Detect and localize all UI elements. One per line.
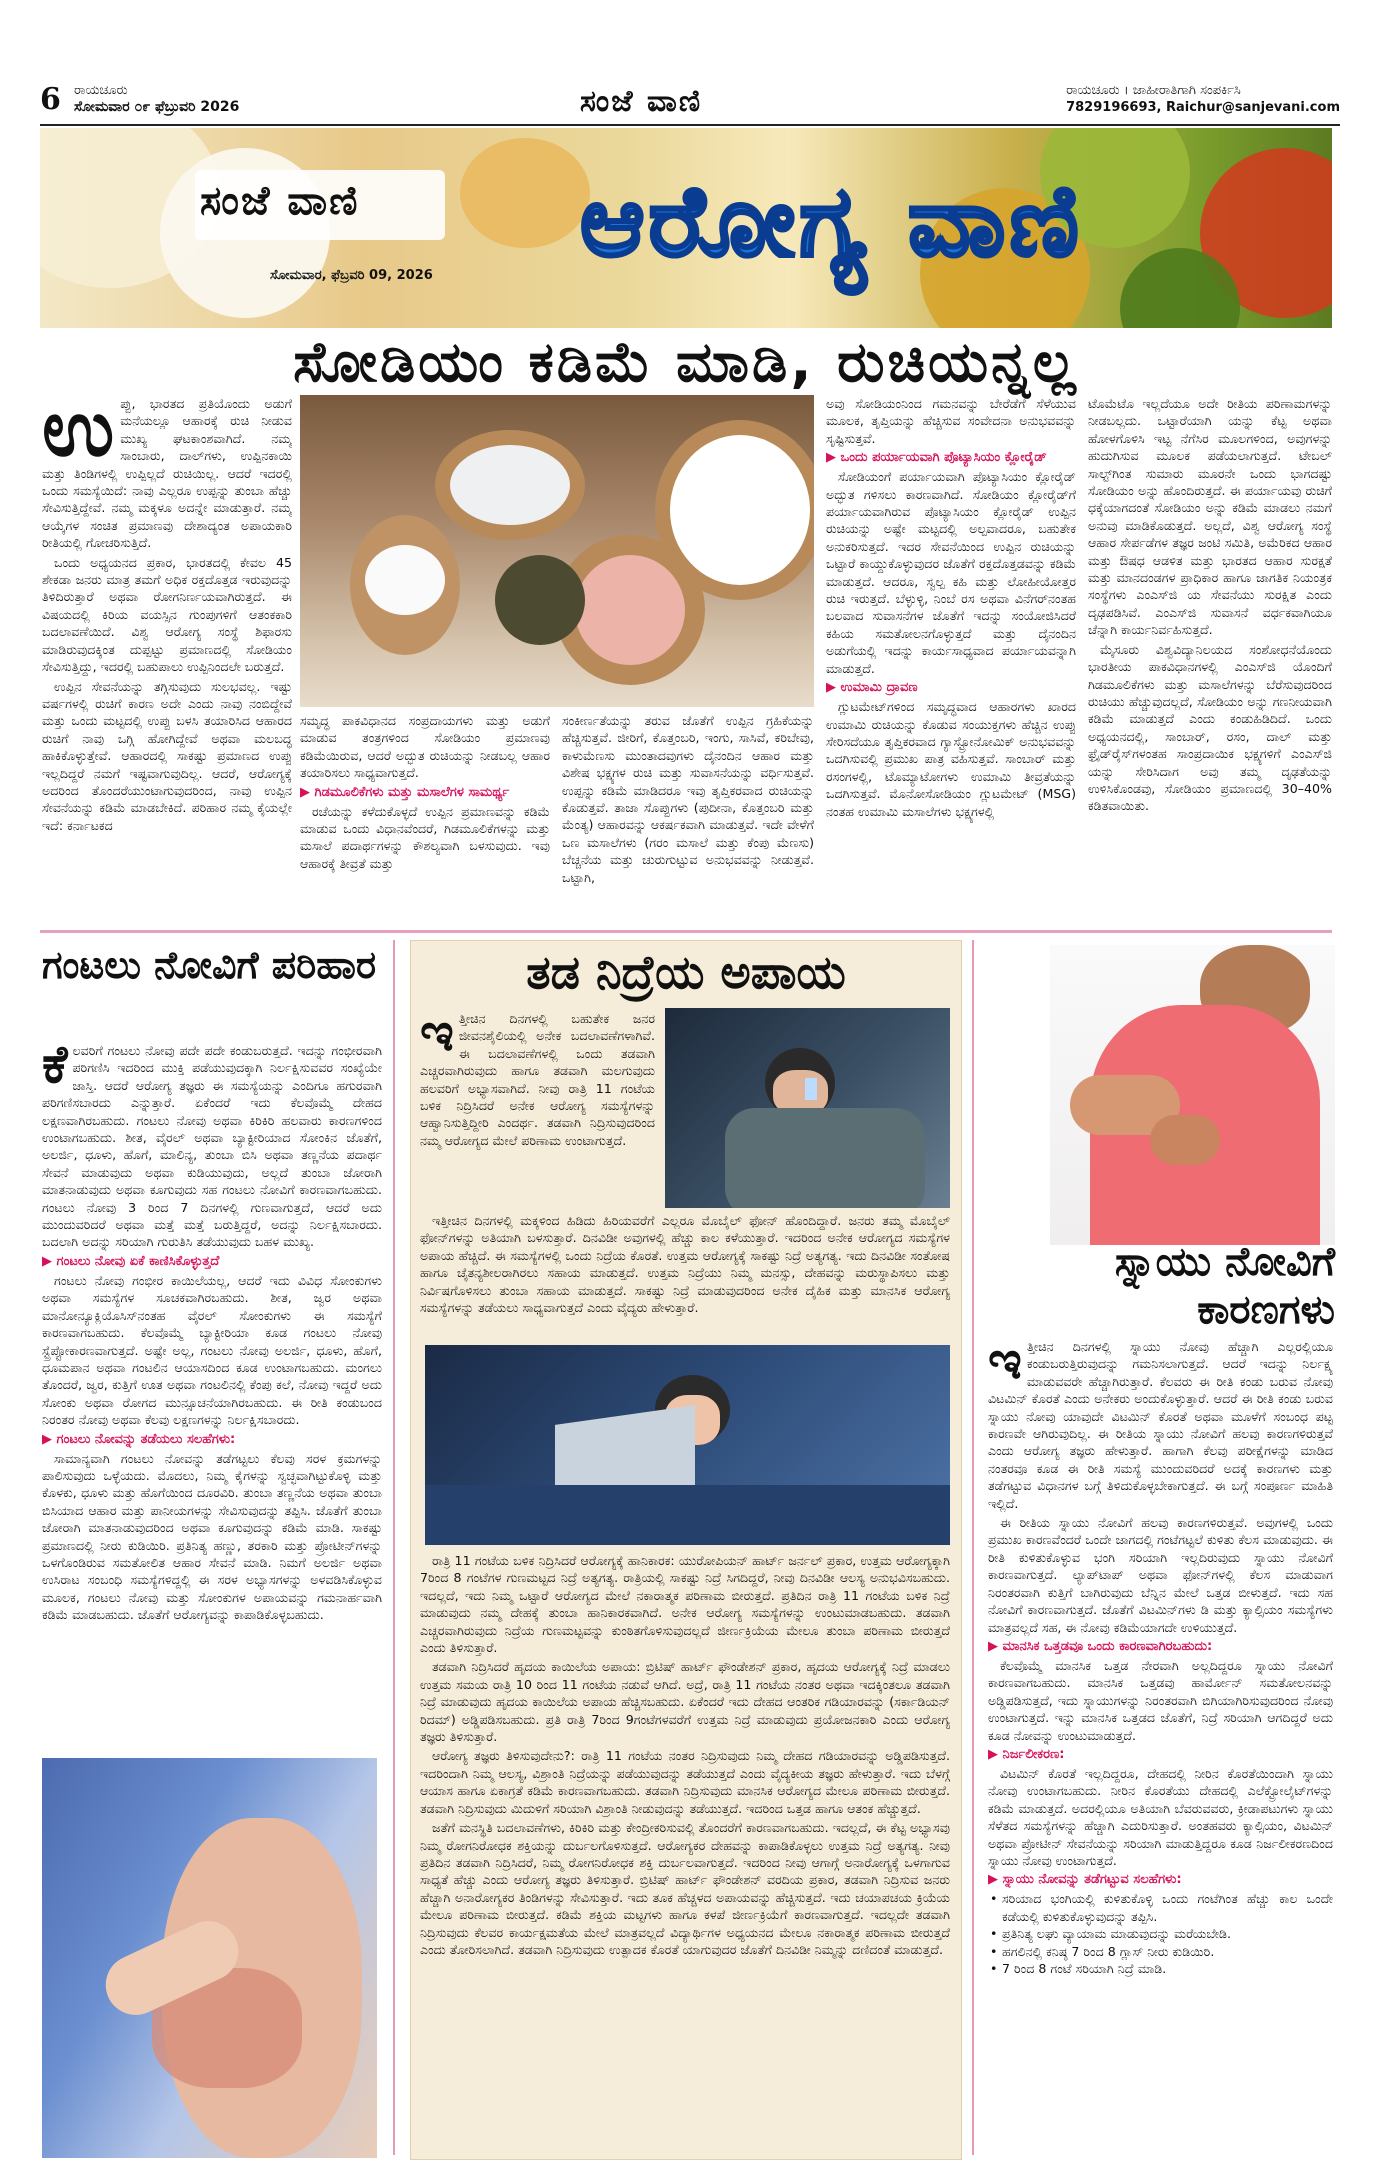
subhead-text: ಗಂಟಲು ನೋವು ಏಕೆ ಕಾಣಿಸಿಕೊಳ್ಳುತ್ತದೆ	[56, 1253, 220, 1269]
article2-para: ಗಂಟಲು ನೋವು ಗಂಭೀರ ಕಾಯಿಲೆಯಲ್ಲ, ಆದರೆ ಇದು ವಿವಿಧ ಸೋಂಕುಗಳು ಅಥವಾ ಸಮಸ್ಯೆಗಳ ಸೂಚಕವಾಗಿರಬಹುದು. ಶೀತ, ಜ್ವರ ಅಥವಾ ಮಾನೋನ್ಯೂಕ್ಲಿಯೊಸಿಸ್‌ನಂತಹ ವೈರಲ್ ಸೋಂಕುಗಳು ಈ ಸಮಸ್ಯೆಗೆ ಕಾರಣವಾಗಬಹುದು. ಕೆಲವೊಮ್ಮೆ ಬ್ಯಾಕ್ಟೀರಿಯಾ ಕೂಡ ಗಂಟಲು ನೋವು ಸ್ಟ್ರೆಪ್ಟೋಕಾರಣವಾಗುತ್ತದೆ. ಅಷ್ಟೇ ಅಲ್ಲ, ಗಂಟಲು ನೋವು ಅಲರ್ಜಿ, ಧೂಳು, ಹೊಗೆ, ಧೂಮಪಾನ ಅಥವಾ ಗಂಟಲಿನ ಆಯಾಸದಿಂದ ಕೂಡ ಉಂಟಾಗಬಹುದು. ಮಂಗಲು ತೊಂದರೆ, ಜ್ವರ, ಕುತ್ತಿಗೆ ಊತ ಅಥವಾ ಗಂಟಲಿನಲ್ಲಿ ಕೆಂಪು ಕಲೆ, ನೋವು ಇದ್ದರೆ ಅದು ಸೋಂಕು ಅಥವಾ ರೋಗದ ಮುನ್ಸೂಚನೆಯಾಗಿರಬಹುದು. ಈ ರೀತಿ ಕಂಡುಬಂದ ನಿರಂತರ ನೋವು ಅಥವಾ ಕೆಲವು ಲಕ್ಷಣಗಳನ್ನು ನಿರ್ಲಕ್ಷಿಸಬಾರದು.	[42, 1272, 382, 1428]
article2-body	[42, 1042, 382, 1752]
subhead-text: ಗಂಟಲು ನೋವನ್ನು ತಡೆಯಲು ಸಲಹೆಗಳು:	[56, 1431, 236, 1447]
page-header	[40, 80, 1340, 126]
article2-para: ಲವರಿಗೆ ಗಂಟಲು ನೋವು ಪದೇ ಪದೇ ಕಂಡುಬರುತ್ತದೆ. ಇದನ್ನು ಗಂಭೀರವಾಗಿ ಪರಿಗಣಿಸಿ ಇದರಿಂದ ಮುಕ್ತಿ ಪಡೆಯುವುದಕ್ಕಾಗಿ ನಿರ್ಲಕ್ಷಿಸುವವರ ಸಂಖ್ಯೆಯೇ ಜಾಸ್ತಿ. ಆದರೆ ಆರೋಗ್ಯ ತಜ್ಞರು ಈ ಸಮಸ್ಯೆಯನ್ನು ಎಂದಿಗೂ ಹಗುರವಾಗಿ ಪರಿಗಣಿಸಬಾರದು ಎನ್ನುತ್ತಾರೆ. ಏಕೆಂದರೆ ಇದು ಕೆಲವೊಮ್ಮೆ ದೇಹದ ಲಕ್ಷಣವಾಗಿರಬಹುದು. ಗಂಟಲು ನೋವು ಅಥವಾ ಕಿರಿಕಿರಿ ಹಲವಾರು ಕಾರಣಗಳಿಂದ ಉಂಟಾಗಬಹುದು. ಶೀತ, ವೈರಲ್ ಅಥವಾ ಬ್ಯಾಕ್ಟೀರಿಯಾದ ಸೋಂಕಿನ ಜೊತೆಗೆ, ಅಲರ್ಜಿ, ಧೂಳು, ಹೊಗೆ, ಮಾಲಿನ್ಯ, ತುಂಬಾ ಬಿಸಿ ಅಥವಾ ತಣ್ಣನೆಯ ಪದಾರ್ಥ ಸೇವನೆ ಮಾಡುವುದು ಅಥವಾ ಕುಡಿಯುವುದು, ಅಲ್ಲದೆ ತುಂಬಾ ಜೋರಾಗಿ ಮಾತನಾಡುವುದು ಅಥವಾ ಕೂಗುವುದು ಸಹ ಗಂಟಲು ನೋವಿಗೆ ಕಾರಣವಾಗಬಹುದು. ಗಂಟಲು ನೋವು 3 ರಿಂದ 7 ದಿನಗಳಲ್ಲಿ ಗುಣವಾಗುತ್ತದೆ, ಆದರೆ ಅದು ಮುಂದುವರಿದರೆ ಅಥವಾ ಮತ್ತೆ ಮತ್ತೆ ಬರುತ್ತಿದ್ದರೆ, ಅದನ್ನು ನಿರ್ಲಕ್ಷಿಸಬಾರದು. ಬದಲಾಗಿ ಅದನ್ನು ಸರಿಯಾಗಿ ಗುರುತಿಸಿ ತಡೆಯುವುದು ಬಹಳ ಮುಖ್ಯ.	[42, 1043, 382, 1250]
article3-para: ರಾತ್ರಿ 11 ಗಂಟೆಯ ಬಳಿಕ ನಿದ್ರಿಸಿದರೆ ಆರೋಗ್ಯಕ್ಕೆ ಹಾನಿಕಾರಕ: ಯುರೋಪಿಯನ್ ಹಾರ್ಟ್ ಜರ್ನಲ್ ಪ್ರಕಾರ, ಉತ್ತಮ ಆರೋಗ್ಯಕ್ಕಾಗಿ 7ರಿಂದ 8 ಗಂಟೆಗಳ ಗುಣಮಟ್ಟದ ನಿದ್ರೆ ಅತ್ಯಗತ್ಯ. ರಾತ್ರಿಯಲ್ಲಿ ಸಾಕಷ್ಟು ನಿದ್ರೆ ಸಿಗದಿದ್ದರೆ, ನೀವು ದಿನವಿಡೀ ಆಲಸ್ಯ ಅನುಭವಿಸಬಹುದು. ಇದಲ್ಲದೆ, ಇದು ನಿಮ್ಮ ಒಟ್ಟಾರೆ ಆರೋಗ್ಯದ ಮೇಲೆ ನಕಾರಾತ್ಮಕ ಪರಿಣಾಮ ಬೀರುತ್ತದೆ. ಪ್ರತಿದಿನ ರಾತ್ರಿ 11 ಗಂಟೆಯ ಬಳಿಕ ನಿದ್ರೆ ಮಾಡುವುದು ನಮ್ಮ ದೇಹಕ್ಕೆ ತುಂಬಾ ಹಾನಿಕಾರಕವಾಗಿದೆ. ಅನೇಕ ಆರೋಗ್ಯ ಸಮಸ್ಯೆಗಳನ್ನು ಉಂಟುಮಾಡಬಹುದು. ತಡವಾಗಿ ಎಚ್ಚರವಾಗಿರುವುದು ನಿದ್ರೆಯ ಗುಣಮಟ್ಟವನ್ನು ಕುಂಠಿತಗೊಳಿಸುವುದಲ್ಲದೆ ಜೀರ್ಣಕ್ರಿಯೆಯ ಮೇಲೂ ತುಂಬಾ ಪರಿಣಾಮ ಬೀರುತ್ತದೆ ಎಂದು ತಿಳಿಸುತ್ತಾರೆ.	[420, 1553, 950, 1656]
article4-subhead-dehydration: ▶ ನಿರ್ಜಲೀಕರಣ:	[988, 1746, 1065, 1762]
article1-para: ಗ್ಲುಟಮೇಟ್‌ಗಳಿಂದ ಸಮೃದ್ಧವಾದ ಆಹಾರಗಳು ಖಾರದ ಉಮಾಮಿ ರುಚಿಯನ್ನು ಕೊಡುವ ಸಂಯುಕ್ತಗಳು ಹೆಚ್ಚಿನ ಉಪ್ಪು ಸೇರಿಸದೆಯೂ ತೃಪ್ತಿಕರವಾದ ಗ್ಯಾಸ್ಟ್ರೋನೋಮಿಕ್ ಅನುಭವವನ್ನು ಒದಗಿಸುವಲ್ಲಿ ಪ್ರಮುಖ ಪಾತ್ರ ವಹಿಸುತ್ತವೆ. ಸಾಂಬಾರ್ ಮತ್ತು ರಸಂಗಳಲ್ಲಿ, ಟೊಮ್ಯಾಟೋಗಳು ಉಮಾಮಿ ತೀವ್ರತೆಯನ್ನು ಒದಗಿಸುತ್ತವೆ. ಮೊನೋಸೋಡಿಯಂ ಗ್ಲುಟಮೇಟ್ (MSG) ನಂತಹ ಉಮಾಮಿ ಮಸಾಲೆಗಳು ಭಕ್ಷ್ಯಗಳಲ್ಲಿ	[826, 699, 1076, 819]
article1-dropcap: ಉ	[42, 395, 115, 474]
article3-body	[420, 1552, 950, 2152]
article4-subhead-stress: ▶ ಮಾನಸಿಕ ಒತ್ತಡವೂ ಒಂದು ಕಾರಣವಾಗಿರಬಹುದು:	[988, 1638, 1213, 1654]
article1-para: ಒಂದು ಅಧ್ಯಯನದ ಪ್ರಕಾರ, ಭಾರತದಲ್ಲಿ ಕೇವಲ 45 ಶೇಕಡಾ ಜನರು ಮಾತ್ರ ತಮಗೆ ಅಧಿಕ ರಕ್ತದೊತ್ತಡ ಇರುವುದನ್ನು ತಿಳಿದಿರುತ್ತಾರೆ ಅಥವಾ ರೋಗನಿರ್ಣಯವಾಗಿರುತ್ತದೆ. ಈ ವಿಷಯದಲ್ಲಿ ಕಿರಿಯ ವಯಸ್ಸಿನ ಗುಂಪುಗಳಿಗೆ ಆತಂಕಕಾರಿ ಬದಲಾವಣೆಯಿದೆ. ವಿಶ್ವ ಆರೋಗ್ಯ ಸಂಸ್ಥೆ ಶಿಫಾರಸು ಮಾಡಿರುವುದಕ್ಕಿಂತ ದುಪ್ಪಟ್ಟು ಪ್ರಮಾಣದಲ್ಲಿ ಸೋಡಿಯಂ ಸೇವಿಸುತ್ತಿದ್ದು, ಇದರಲ್ಲಿ ಬಹುಪಾಲು ಉಪ್ಪಿನಿಂದಲೇ ಬರುತ್ತದೆ.	[42, 554, 292, 675]
article3-para: ಇತ್ತೀಚಿನ ದಿನಗಳಲ್ಲಿ ಮಕ್ಕಳಿಂದ ಹಿಡಿದು ಹಿರಿಯವರೆಗೆ ಎಲ್ಲರೂ ಮೊಬೈಲ್ ಫೋನ್ ಹೊಂದಿದ್ದಾರೆ. ಜನರು ತಮ್ಮ ಮೊಬೈಲ್ ಫೋನ್‌ಗಳನ್ನು ಅತಿಯಾಗಿ ಬಳಸುತ್ತಾರೆ. ದಿನವಿಡೀ ಅವುಗಳಲ್ಲಿ ಹೆಚ್ಚು ಕಾಲ ಕಳೆಯುತ್ತಾರೆ. ಇದರಿಂದ ಅನೇಕ ಆರೋಗ್ಯದ ಸಮಸ್ಯೆಗಳ ಅಪಾಯ ಹೆಚ್ಚಿದೆ. ಈ ಸಮಸ್ಯೆಗಳಲ್ಲಿ ಒಂದು ನಿದ್ರೆಯ ಕೊರತೆ. ಉತ್ತಮ ಆರೋಗ್ಯಕ್ಕೆ ಸಾಕಷ್ಟು ನಿದ್ರೆ ಅತ್ಯಗತ್ಯ. ಇದು ದಿನವಿಡೀ ಸಂತೋಷ ಹಾಗೂ ಚೈತನ್ಯಶೀಲರಾಗಿರಲು ಸಹಾಯ ಮಾಡುತ್ತದೆ. ಉತ್ತಮ ನಿದ್ರೆಯು ನಿಮ್ಮ ಮನಸ್ಸು, ದೇಹವನ್ನು ಮರುಸ್ಥಾಪಿಸಲು ಮತ್ತು ನಿರ್ವಿಷಗೊಳಿಸಲು ತುಂಬಾ ಸಹಾಯ ಮಾಡುತ್ತದೆ. ಸಾಕಷ್ಟು ನಿದ್ರೆ ಮಾಡುವುದರಿಂದ ಅನೇಕ ದೈಹಿಕ ಮತ್ತು ಮಾನಸಿಕ ಆರೋಗ್ಯ ಸಮಸ್ಯೆಗಳನ್ನು ತಡೆಯಲು ಸಾಧ್ಯವಾಗುತ್ತದೆ ಎಂದು ವೈದ್ಯರು ಹೇಳುತ್ತಾರೆ.	[420, 1213, 950, 1316]
list-item: • ಸರಿಯಾದ ಭಂಗಿಯಲ್ಲಿ ಕುಳಿತುಕೊಳ್ಳಿ ಒಂದು ಗಂಟೆಗಿಂತ ಹೆಚ್ಚು ಕಾಲ ಒಂದೇ ಕಡೆಯಲ್ಲಿ ಕುಳಿತುಕೊಳ್ಳುವುದನ್ನು ತಪ್ಪಿಸಿ.	[988, 1890, 1333, 1925]
article4-subhead-prevent: ▶ ಸ್ನಾಯು ನೋವನ್ನು ತಡೆಗಟ್ಟುವ ಸಲಹೆಗಳು:	[988, 1872, 1182, 1888]
article1-para: ಸೋಡಿಯಂಗೆ ಪರ್ಯಾಯವಾಗಿ ಪೊಟ್ಯಾಸಿಯಂ ಕ್ಲೋರೈಡ್ ಅದ್ಭುತ ಗಳಿಸಲು ಕಾರಣವಾಗಿದೆ. ಸೋಡಿಯಂ ಕ್ಲೋರೈಡ್‌ಗೆ ಪರ್ಯಾಯವಾಗಿರುವ ಪೊಟ್ಯಾಸಿಯಂ ಕ್ಲೋರೈಡ್ ಉಪ್ಪಿನ ರುಚಿಯನ್ನು ಅಷ್ಟೇ ಮಟ್ಟದಲ್ಲಿ ಅಲ್ಪವಾದರೂ, ಬಹುತೇಕ ಅನುಕರಿಸುತ್ತದೆ. ಇದರ ಸೇವನೆಯಿಂದ ಉಪ್ಪಿನ ರುಚಿಯನ್ನು ಒಟ್ಟಾರೆ ಕಾಯ್ದುಕೊಳ್ಳುವುದರ ಜೊತೆಗೆ ರಕ್ತದೊತ್ತಡವನ್ನು ಕಡಿಮೆ ಮಾಡುತ್ತದೆ. ಆದರೂ, ಸ್ವಲ್ಪ ಕಹಿ ಮತ್ತು ಲೋಹೀಯೋತ್ತರ ರುಚಿ ಇರುತ್ತದೆ. ಬೆಳ್ಳುಳ್ಳಿ, ನಿಂಬೆ ರಸ ಅಥವಾ ವಿನೆಗರ್‌ನಂತಹ ಬಲವಾದ ಸುವಾಸನೆಗಳ ಜೊತೆಗೆ ಇದನ್ನು ಸಂಯೋಜಿಸಿದರೆ ಕಹಿಯ ಸಮತೋಲನಗೊಳ್ಳುತ್ತದೆ ಮತ್ತು ದೈನಂದಿನ ಅಡುಗೆಯಲ್ಲಿ ಇದನ್ನು ಕಾರ್ಯಸಾಧ್ಯವಾದ ಪರ್ಯಾಯವನ್ನಾಗಿ ಮಾಡುತ್ತದೆ.	[826, 469, 1076, 676]
article4-para: ತ್ತೀಚಿನ ದಿನಗಳಲ್ಲಿ ಸ್ನಾಯು ನೋವು ಹೆಚ್ಚಾಗಿ ಎಲ್ಲರಲ್ಲಿಯೂ ಕಂಡುಬರುತ್ತಿರುವುದನ್ನು ಗಮನಿಸಲಾಗುತ್ತದೆ. ಆದರೆ ಇದನ್ನು ನಿರ್ಲಕ್ಷ್ಯ ಮಾಡುವವರೇ ಹೆಚ್ಚಾಗಿರುತ್ತಾರೆ. ಕೆಲವರು ಈ ರೀತಿ ಕಂಡು ಬರುವ ನೋವು ವಿಟಮಿನ್ ಕೊರತೆ ಎಂದು ಅನೇಕರು ಅಂದುಕೊಳ್ಳುತ್ತಾರೆ. ಆದರೆ ಈ ರೀತಿ ಕಂಡು ಬರುವ ಸ್ನಾಯು ನೋವು ಯಾವುದೇ ವಿಟಮಿನ್ ಕೊರತೆ ಅಥವಾ ಮೂಳೆಗೆ ಸಂಬಂಧ ಪಟ್ಟ ಕಾರಣವೇ ಆಗಿರುವುದಿಲ್ಲ. ಈ ರೀತಿಯ ಸ್ನಾಯು ನೋವಿಗೆ ಹಲವು ಕಾರಣಗಳಿರುತ್ತವೆ ಎಂದು ಆರೋಗ್ಯ ತಜ್ಞರು ಹೇಳುತ್ತಾರೆ. ಹಾಗಾಗಿ ಕೆಲವು ಪರೀಕ್ಷೆಗಳನ್ನು ಮಾಡಿದ ನಂತರವೂ ಕೂಡ ಈ ರೀತಿ ಸಮಸ್ಯೆ ಮುಂದುವರಿದರೆ ಅದಕ್ಕೆ ಕಾರಣಗಳು ಮತ್ತು ತಡೆಗಟ್ಟುವ ವಿಧಾನಗಳ ಬಗ್ಗೆ ತಿಳಿದುಕೊಳ್ಳಬೇಕಾಗುತ್ತದೆ. ಈ ಬಗ್ಗೆ ಸಂಪೂರ್ಣ ಮಾಹಿತಿ ಇಲ್ಲಿದೆ.	[988, 1339, 1333, 1511]
article1-col1	[42, 395, 292, 925]
article4-para: ವಿಟಮಿನ್ ಕೊರತೆ ಇಲ್ಲದಿದ್ದರೂ, ದೇಹದಲ್ಲಿ ನೀರಿನ ಕೊರತೆಯಿಂದಾಗಿ ಸ್ನಾಯು ನೋವು ಉಂಟಾಗಬಹುದು. ನೀರಿನ ಕೊರತೆಯು ದೇಹದಲ್ಲಿ ಎಲೆಕ್ಟ್ರೋಲೈಟ್‌ಗಳನ್ನು ಕಡಿಮೆ ಮಾಡುತ್ತದೆ. ಅದರಲ್ಲಿಯೂ ಅತಿಯಾಗಿ ಬೆವರುವವರು, ಕ್ರೀಡಾಪಟುಗಳು ಸ್ನಾಯು ಸೆಳೆತದ ಸಮಸ್ಯೆಗಳನ್ನು ಹೆಚ್ಚಾಗಿ ಎದುರಿಸುತ್ತಾರೆ. ಅಂತಹವರು ಕ್ಯಾಲ್ಸಿಯಂ, ವಿಟಮಿನ್ ಅಥವಾ ಪ್ರೋಟೀನ್ ಸೇವನೆಯನ್ನು ಸರಿಯಾಗಿ ಮಾಡುತ್ತಿದ್ದರೂ ಕೂಡ ನಿರ್ಜಲೀಕರಣದಿಂದ ಸ್ನಾಯು ನೋವು ಉಂಟಾಗುತ್ತದೆ.	[988, 1765, 1333, 1868]
column-divider	[393, 940, 395, 2155]
article2-headline: ಗಂಟಲು ನೋವಿಗೆ ಪರಿಹಾರ	[42, 943, 377, 987]
article1-para: ಸಂಕೀರ್ಣತೆಯನ್ನು ತರುವ ಜೊತೆಗೆ ಉಪ್ಪಿನ ಗ್ರಹಿಕೆಯನ್ನು ಹೆಚ್ಚಿಸುತ್ತವೆ. ಜೀರಿಗೆ, ಕೊತ್ತಂಬರಿ, ಇಂಗು, ಸಾಸಿವೆ, ಕರಿಬೇವು, ಕಾಳುಮೆಣಸು ಮುಂತಾದವುಗಳು ದೈನಂದಿನ ಆಹಾರ ಮತ್ತು ವಿಶೇಷ ಭಕ್ಷ್ಯಗಳ ರುಚಿ ಮತ್ತು ಸುವಾಸನೆಯನ್ನು ವರ್ಧಿಸುತ್ತವೆ. ಉಪ್ಪನ್ನು ಕಡಿಮೆ ಮಾಡಿದರೂ ಇವು ತೃಪ್ತಿಕರವಾದ ರುಚಿಯನ್ನು ಕೊಡುತ್ತವೆ. ತಾಜಾ ಸೊಪ್ಪುಗಳು (ಪುದೀನಾ, ಕೊತ್ತಂಬರಿ ಮತ್ತು ಮೆಂತ್ಯ) ಆಹಾರವನ್ನು ಆಕರ್ಷಕವಾಗಿ ಮಾಡುತ್ತವೆ. ಇದೇ ವೇಳೆಗೆ ಒಣ ಮಸಾಲೆಗಳು (ಗರಂ ಮಸಾಲೆ ಮತ್ತು ಕೆಂಪು ಮೆಣಸು) ಬೆಚ್ಚನೆಯ ಮತ್ತು ಚುರುಗುಟ್ಟುವ ಅನುಭವವನ್ನು ನೀಡುತ್ತವೆ. ಒಟ್ಟಾಗಿ,	[562, 713, 814, 885]
banner-date: ಸೋಮವಾರ, ಫೆಬ್ರವರಿ 09, 2026	[270, 268, 433, 283]
article1-para: ಉಪ್ಪಿನ ಸೇವನೆಯನ್ನು ತಗ್ಗಿಸುವುದು ಸುಲಭವಲ್ಲ. ಇಷ್ಟು ವರ್ಷಗಳಲ್ಲಿ ರುಚಿಗೆ ಕಾರಣ ಅದೇ ಎಂದು ನಾವು ನಂಬಿದ್ದೇವೆ ಮತ್ತು ಒಂದು ಮಟ್ಟದಲ್ಲಿ ಉಪ್ಪು ಬಳಸಿ ತಯಾರಿಸಿದ ಆಹಾರದ ರುಚಿಗೆ ನಾವು ಒಗ್ಗಿ ಹೋಗಿದ್ದೇವೆ ಅಥವಾ ಮಲಬದ್ಧ ಹಾಕಿಕೊಳ್ಳುತ್ತೇವೆ. ಆಹಾರದಲ್ಲಿ ಸಾಕಷ್ಟು ಪ್ರಮಾಣದ ಉಪ್ಪು ಇಲ್ಲದಿದ್ದರೆ ನಮಗೆ ಇಷ್ಟವಾಗುವುದಿಲ್ಲ. ಆದರೆ, ಆರೋಗ್ಯಕ್ಕೆ ಅದರಿಂದ ತೊಂದರೆಯುಂಟಾಗುವುದರಿಂದ, ನಾವು ಉಪ್ಪಿನ ಸೇವನೆಯನ್ನು ಕಡಿಮೆ ಮಾಡಬೇಕಿದೆ. ಪರಿಹಾರ ನಮ್ಮ ಕೈಯಲ್ಲೇ ಇದೆ: ಕರ್ನಾಟಕದ	[42, 678, 292, 833]
subhead-text: ಮಾನಸಿಕ ಒತ್ತಡವೂ ಒಂದು ಕಾರಣವಾಗಿರಬಹುದು:	[1002, 1638, 1213, 1654]
article4-dropcap: ಇ	[988, 1338, 1022, 1391]
subhead-text: ಗಿಡಮೂಲಿಕೆಗಳು ಮತ್ತು ಮಸಾಲೆಗಳ ಸಾಮರ್ಥ್ಯ	[314, 784, 510, 800]
article1-col4	[826, 395, 1076, 927]
article4-body	[988, 1338, 1333, 2158]
header-contact-line2: 7829196693, Raichur@sanjevani.com	[1066, 100, 1340, 115]
article3-body-top	[420, 1212, 950, 1340]
sore-throat-image	[42, 1758, 377, 2158]
article4-headline-line2: ಕಾರಣಗಳು	[1197, 1287, 1335, 1333]
article1-subhead-umami: ▶ ಉಮಾಮಿ ದ್ರಾವಣ	[826, 680, 918, 696]
article2-subhead-tips: ▶ ಗಂಟಲು ನೋವನ್ನು ತಡೆಯಲು ಸಲಹೆಗಳು:	[42, 1431, 236, 1447]
banner-logo: ಸಂಜೆ ವಾಣಿ	[200, 178, 360, 224]
article4-para: ಕೆಲವೊಮ್ಮೆ ಮಾನಸಿಕ ಒತ್ತಡ ನೇರವಾಗಿ ಅಲ್ಲದಿದ್ದರೂ ಸ್ನಾಯು ನೋವಿಗೆ ಕಾರಣವಾಗಬಹುದು. ಮಾನಸಿಕ ಒತ್ತಡವು ಹಾರ್ಮೋನ್ ಸಮತೋಲನವನ್ನು ಅಡ್ಡಿಪಡಿಸುತ್ತದೆ, ಇದು ಸ್ನಾಯುಗಳನ್ನು ನಿರಂತರವಾಗಿ ಬಿಗಿಯಾಗಿರಿಸುವುದರಿಂದ ನೋವು ಉಂಟಾಗುತ್ತದೆ. ಇನ್ನು ಮಾನಸಿಕ ಒತ್ತಡದ ಜೊತೆಗೆ, ನಿದ್ರೆ ಸರಿಯಾಗಿ ಆಗದಿದ್ದರೆ ಅದು ಕೂಡ ನೋವನ್ನು ಉಂಟುಮಾಡುತ್ತದೆ.	[988, 1657, 1333, 1743]
article1-subhead-potassium: ▶ ಒಂದು ಪರ್ಯಾಯವಾಗಿ ಪೊಟ್ಯಾಸಿಯಂ ಕ್ಲೋರೈಡ್	[826, 450, 1047, 466]
article3-para: ಆರೋಗ್ಯ ತಜ್ಞರು ತಿಳಿಸುವುದೇನು?: ರಾತ್ರಿ 11 ಗಂಟೆಯ ನಂತರ ನಿದ್ರಿಸುವುದು ನಿಮ್ಮ ದೇಹದ ಗಡಿಯಾರವನ್ನು ಅಡ್ಡಿಪಡಿಸುತ್ತದೆ. ಇದರಿಂದಾಗಿ ನಿಮ್ಮ ಆಲಸ್ಯ, ವಿಶ್ರಾಂತಿ ನಿದ್ರೆಯನ್ನು ಪಡೆಯುವುದನ್ನು ತಡೆಯುತ್ತದೆ ಎಂದು ವೈದ್ಯಕೀಯ ತಜ್ಞರು ಹೇಳುತ್ತಾರೆ. ಇದು ಬೆಳಗ್ಗೆ ಆಯಾಸ ಹಾಗೂ ಏಕಾಗ್ರತೆ ಕಡಿಮೆ ಕಾರಣವಾಗಬಹುದು. ತಡವಾಗಿ ನಿದ್ರಿಸುವುದು ಮಾನಸಿಕ ಆರೋಗ್ಯದ ಮೇಲೂ ಪರಿಣಾಮ ಬೀರುತ್ತದೆ. ತಡವಾಗಿ ನಿದ್ರಿಸುವುದು ಮಿದುಳಿಗೆ ಸರಿಯಾಗಿ ವಿಶ್ರಾಂತಿ ನೀಡುವುದನ್ನು ತಡೆಯುತ್ತದೆ. ಇದರಿಂದ ಒತ್ತಡ ಹಾಗೂ ಆತಂಕ ಹೆಚ್ಚುತ್ತದೆ.	[420, 1748, 950, 1816]
article1-para: ಟೊಮೆಟೊ ಇಲ್ಲದೆಯೂ ಅದೇ ರೀತಿಯ ಪರಿಣಾಮಗಳನ್ನು ನೀಡಬಲ್ಲದು. ಒಟ್ಟಾರೆಯಾಗಿ ಯನ್ನು ಕೆಟ್ಟ ಅಥವಾ ಹೋಳಗೊಳಿಸಿ ಇಟ್ಟ ನೆಗೆಸಿರ ಮೂಲಗಳಿಂದ, ಅವುಗಳನ್ನು ಹುದುಗಿಸುವ ಮೂಲಕ ಪಡೆಯಲಾಗುತ್ತದೆ. ಟೇಬಲ್ ಸಾಲ್ಟ್‌ಗಿಂತ ಸುಮಾರು ಮೂರನೇ ಒಂದು ಭಾಗದಷ್ಟು ಸೋಡಿಯಂ ಅನ್ನು ಹೊಂದಿರುತ್ತದೆ. ಈ ಪರ್ಯಾಯವು ರುಚಿಗೆ ಧಕ್ಕೆಯಾಗದಂತೆ ಸೋಡಿಯಂ ಅನ್ನು ಕಡಿಮೆ ಮಾಡಲು ನಮಗೆ ಅನುವು ಮಾಡಿಕೊಡುತ್ತದೆ. ಅಲ್ಲದೆ, ವಿಶ್ವ ಆರೋಗ್ಯ ಸಂಸ್ಥೆ ಆಹಾರ ಸೇರ್ಪಡೆಗಳ ತಜ್ಞರ ಜಂಟಿ ಸಮಿತಿ, ಅಮೆರಿಕದ ಆಹಾರ ಮತ್ತು ಔಷಧ ಆಡಳಿತ ಮತ್ತು ಭಾರತದ ಆಹಾರ ಸುರಕ್ಷತೆ ಮತ್ತು ಮಾನದಂಡಗಳ ಪ್ರಾಧಿಕಾರ ಹಾಗೂ ಜಾಗತಿಕ ನಿಯಂತ್ರಕ ಸಂಸ್ಥೆಗಳು ಎಂಎಸ್‌ಜಿ ಯ ಸೇವನೆಯು ಸುರಕ್ಷಿತ ಎಂದು ದೃಢಪಡಿಸಿವೆ. ಎಂಎಸ್‌ಜಿ ಸುವಾಸನೆ ವರ್ಧಕವಾಗಿಯೂ ಚೆನ್ನಾಗಿ ಕಾರ್ಯನಿರ್ವಹಿಸುತ್ತದೆ.	[1088, 396, 1332, 638]
article1-headline: ಸೋಡಿಯಂ ಕಡಿಮೆ ಮಾಡಿ, ರುಚಿಯನ್ನಲ್ಲ	[293, 330, 1079, 395]
article1-para: ಪ್ಪು, ಭಾರತದ ಪ್ರತಿಯೊಂದು ಅಡುಗೆ ಮನೆಯಲ್ಲೂ ಆಹಾರಕ್ಕೆ ರುಚಿ ನೀಡುವ ಮುಖ್ಯ ಘಟಕಾಂಶವಾಗಿದೆ. ನಮ್ಮ ಸಾಂಬಾರು, ದಾಲ್‌ಗಳು, ಉಪ್ಪಿನಕಾಯಿ ಮತ್ತು ತಿಂಡಿಗಳಲ್ಲಿ ಉಪ್ಪಿಲ್ಲದೆ ರುಚಿಯಿಲ್ಲ. ಆದರೆ ಇದರಲ್ಲಿ ಒಂದು ಸಮಸ್ಯೆಯಿದೆ: ನಾವು ಎಲ್ಲರೂ ಉಪ್ಪನ್ನು ತುಂಬಾ ಹೆಚ್ಚು ಸೇವಿಸುತ್ತಿದ್ದೇವೆ. ನಮ್ಮ ಮಕ್ಕಳೂ ಅದನ್ನೇ ಮಾಡುತ್ತಾರೆ. ನಮ್ಮ ಆಯ್ಕೆಗಳ ಸಂಚಿತ ಪ್ರಮಾಣವು ದೇಶಾದ್ಯಂತ ಅಪಾಯಕಾರಿ ರೀತಿಯಲ್ಲಿ ಗೋಚರಿಸುತ್ತಿದೆ.	[42, 396, 292, 551]
muscle-pain-image	[1050, 945, 1335, 1245]
article1-para: ಮೈಸೂರು ವಿಶ್ವವಿದ್ಯಾನಿಲಯದ ಸಂಶೋಧನೆಯೊಂದು ಭಾರತೀಯ ಪಾಕವಿಧಾನಗಳಲ್ಲಿ ಎಂಎಸ್‌ಜಿ ಯೊಂದಿಗೆ ಗಿಡಮೂಲಿಕೆಗಳು ಮತ್ತು ಮಸಾಲೆಗಳನ್ನು ಬೆರೆಸುವುದರಿಂದ ರುಚಿಯು ಹೆಚ್ಚುವುದಲ್ಲದೆ, ಸೋಡಿಯಂ ಅನ್ನು ಗಣನೀಯವಾಗಿ ಕಡಿಮೆ ಮಾಡುತ್ತದೆ ಎಂದು ಕಂಡುಹಿಡಿದಿದೆ. ಒಂದು ಅಧ್ಯಯನದಲ್ಲಿ, ಸಾಂಬಾರ್, ರಸಂ, ದಾಲ್ ಮತ್ತು ಫ್ರೈಡ್‌ರೈಸ್‌ಗಳಂತಹ ಸಾಂಪ್ರದಾಯಿಕ ಭಕ್ಷ್ಯಗಳಿಗೆ ಎಂಎಸ್‌ಜಿ ಯನ್ನು ಸೇರಿಸಿದಾಗ ಅವು ತಮ್ಮ ದೃಢತೆಯನ್ನು ಉಳಿಸಿಕೊಂಡವು, ಸೋಡಿಯಂ ಪ್ರಮಾಣದಲ್ಲಿ 30–40% ಕಡಿತವಾಯಿತು.	[1088, 641, 1332, 814]
list-item: • ಹಗಲಿನಲ್ಲಿ ಕನಿಷ್ಠ 7 ರಿಂದ 8 ಗ್ಲಾಸ್ ನೀರು ಕುಡಿಯಿರಿ.	[988, 1943, 1333, 1960]
article3-para: ಜತೆಗೆ ಮನಸ್ಥಿತಿ ಬದಲಾವಣೆಗಳು, ಕಿರಿಕಿರಿ ಮತ್ತು ಕೇಂದ್ರೀಕರಿಸುವಲ್ಲಿ ತೊಂದರೆಗೆ ಕಾರಣವಾಗಬಹುದು. ಇದಲ್ಲದೆ, ಈ ಕೆಟ್ಟ ಅಭ್ಯಾಸವು ನಿಮ್ಮ ರೋಗನಿರೋಧಕ ಶಕ್ತಿಯನ್ನು ದುರ್ಬಲಗೊಳಿಸುತ್ತದೆ. ಆರೋಗ್ಯಕರ ದೇಹವನ್ನು ಕಾಪಾಡಿಕೊಳ್ಳಲು ಉತ್ತಮ ನಿದ್ರೆ ಅತ್ಯಗತ್ಯ. ನೀವು ಪ್ರತಿದಿನ ತಡವಾಗಿ ನಿದ್ರಿಸಿದರೆ, ನಿಮ್ಮ ರೋಗನಿರೋಧಕ ಶಕ್ತಿ ದುರ್ಬಲವಾಗುತ್ತದೆ. ಇದರಿಂದ ನೀವು ಆಗಾಗ್ಗೆ ಅನಾರೋಗ್ಯಕ್ಕೆ ಒಳಗಾಗುವ ಸಾಧ್ಯತೆ ಹೆಚ್ಚು ಎಂದು ಆರೋಗ್ಯ ತಜ್ಞರು ತಿಳಿಸುತ್ತಾರೆ. ಬ್ರಿಟಿಷ್ ಹಾರ್ಟ್ ಫೌಂಡೇಶನ್ ವರದಿಯ ಪ್ರಕಾರ, ತಡವಾಗಿ ನಿದ್ರಿಸುವ ಜನರು ಹೆಚ್ಚಾಗಿ ಅನಾರೋಗ್ಯಕರ ತಿಂಡಿಗಳನ್ನು ಸೇವಿಸುತ್ತಾರೆ. ಇದು ತೂಕ ಹೆಚ್ಚಳದ ಅಪಾಯವನ್ನು ಹೆಚ್ಚಿಸುತ್ತದೆ. ಇದು ಚಯಾಪಚಯ ಕ್ರಿಯೆಯ ಮೇಲೂ ಪರಿಣಾಮ ಬೀರುತ್ತದೆ. ಕಡಿಮೆ ಶಕ್ತಿಯ ಮಟ್ಟಗಳು ಹಾಗೂ ಕಳಪೆ ಜೀರ್ಣಕ್ರಿಯೆಗೆ ಕಾರಣವಾಗುತ್ತದೆ. ಇದಲ್ಲದೇ ತಡವಾಗಿ ನಿದ್ರಿಸುವುದು ಕೆಲವರ ಕಾರ್ಯಕ್ಷಮತೆಯ ಮೇಲೆ ಮಾತ್ರವಲ್ಲದೆ ವಿದ್ಯಾರ್ಥಿಗಳ ಅಧ್ಯಯನದ ಮೇಲೂ ನಕಾರಾತ್ಮಕ ಪರಿಣಾಮ ಬೀರುತ್ತದೆ ಎಂದು ತೋರಿಸಲಾಗಿದೆ. ತಡವಾಗಿ ನಿದ್ರಿಸುವುದು ಉತ್ಪಾದಕ ಕೊರತೆ ಯಾಗುವುದರ ಜೊತೆಗೆ ದಿನವಿಡೀ ನಿಮ್ಮನ್ನು ದಣಿದಂತೆ ಮಾಡುತ್ತದೆ.	[420, 1820, 950, 1957]
article2-subhead-why: ▶ ಗಂಟಲು ನೋವು ಏಕೆ ಕಾಣಿಸಿಕೊಳ್ಳುತ್ತದೆ	[42, 1253, 220, 1269]
article3-para: ತ್ತೀಚಿನ ದಿನಗಳಲ್ಲಿ ಬಹುತೇಕ ಜನರ ಜೀವನಶೈಲಿಯಲ್ಲಿ ಅನೇಕ ಬದಲಾವಣೆಗಳಾಗಿವೆ. ಈ ಬದಲಾವಣೆಗಳಲ್ಲಿ ಒಂದು ತಡವಾಗಿ ಎಚ್ಚರವಾಗಿರುವುದು ಹಾಗೂ ತಡವಾಗಿ ಮಲಗುವುದು ಹಲವರಿಗೆ ಅಭ್ಯಾಸವಾಗಿದೆ. ನೀವು ರಾತ್ರಿ 11 ಗಂಟೆಯ ಬಳಿಕ ನಿದ್ರಿಸಿದರೆ ಅನೇಕ ಆರೋಗ್ಯ ಸಮಸ್ಯೆಗಳನ್ನು ಆಹ್ವಾನಿಸುತ್ತಿದ್ದೀರಿ ಎಂದರ್ಥ. ತಡವಾಗಿ ನಿದ್ರಿಸುವುದರಿಂದ ನಮ್ಮ ಆರೋಗ್ಯದ ಮೇಲೆ ಪರಿಣಾಮ ಉಂಟಾಗುತ್ತದೆ.	[420, 1011, 655, 1148]
article4-headline-line1: ಸ್ನಾಯು ನೋವಿಗೆ	[1114, 1239, 1335, 1285]
article1-para: ಅವು ಸೋಡಿಯಂನಿಂದ ಗಮನವನ್ನು ಬೇರೆಡೆಗೆ ಸೆಳೆಯುವ ಮೂಲಕ, ತೃಪ್ತಿಯನ್ನು ಹೆಚ್ಚಿಸುವ ಸಂವೇದನಾ ಅನುಭವವನ್ನು ಸೃಷ್ಟಿಸುತ್ತವೆ.	[826, 396, 1076, 446]
article1-col2	[300, 712, 550, 927]
article3-para: ತಡವಾಗಿ ನಿದ್ರಿಸಿದರೆ ಹೃದಯ ಕಾಯಿಲೆಯ ಅಪಾಯ: ಬ್ರಿಟಿಷ್ ಹಾರ್ಟ್ ಫೌಂಡೇಶನ್ ಪ್ರಕಾರ, ಹೃದಯ ಆರೋಗ್ಯಕ್ಕೆ ನಿದ್ರೆ ಮಾಡಲು ಉತ್ತಮ ಸಮಯ ರಾತ್ರಿ 10 ರಿಂದ 11 ಗಂಟೆಯ ನಡುವೆ ಆಗಿದೆ. ಅದ್ರೆ, ರಾತ್ರಿ 11 ಗಂಟೆಯ ನಂತರ ಅಥವಾ ಇದಕ್ಕಿಂತಲೂ ತಡವಾಗಿ ನಿದ್ರೆ ಮಾಡುವುದು ಹೃದಯ ಕಾಯಿಲೆಯ ಅಪಾಯ ಹೆಚ್ಚಿಸಬಹುದು. ಏಕೆಂದರೆ ಇದು ದೇಹದ ಆಂತರಿಕ ಗಡಿಯಾರವನ್ನು (ಸರ್ಕಾಡಿಯನ್ ರಿದಮ್) ಅಡ್ಡಿಪಡಿಸಬಹುದು. ಪ್ರತಿ ರಾತ್ರಿ 7ರಿಂದ 9ಗಂಟೆಗಳವರೆಗೆ ಉತ್ತಮ ನಿದ್ರೆ ಮಾಡುವುದು ಪ್ರಯೋಜನಕಾರಿ ಎಂದು ಆರೋಗ್ಯ ತಜ್ಞರು ತಿಳಿಸುತ್ತಾರೆ.	[420, 1659, 950, 1745]
laptop-at-night-image	[425, 1345, 950, 1545]
list-item: • ಪ್ರತಿನಿತ್ಯ ಲಘು ವ್ಯಾಯಾಮ ಮಾಡುವುದನ್ನು ಮರೆಯಬೇಡಿ.	[988, 1925, 1333, 1942]
article3-dropcap: ಇ	[420, 1010, 454, 1063]
article4-tips-list	[988, 1890, 1333, 1977]
header-contact	[1066, 82, 1340, 116]
subhead-text: ಉಮಾಮಿ ದ್ರಾವಣ	[840, 680, 918, 696]
section-divider	[40, 930, 1332, 933]
banner-title: ಆರೋಗ್ಯ ವಾಣಿ	[580, 165, 1083, 279]
article2-dropcap: ಕೆ	[42, 1042, 68, 1095]
subhead-text: ನಿರ್ಜಲೀಕರಣ:	[1002, 1746, 1065, 1762]
article3-headline: ತಡ ನಿದ್ರೆಯ ಅಪಾಯ	[526, 945, 846, 999]
header-date	[74, 82, 239, 116]
header-contact-line1: ರಾಯಚೂರು । ಜಾಹೀರಾತಿಗಾಗಿ ಸಂಪರ್ಕಿಸಿ	[1066, 83, 1241, 98]
article1-col5	[1088, 395, 1332, 927]
page-number: 6	[40, 82, 61, 117]
article4-headline	[1000, 1238, 1335, 1334]
article1-para: ರಚೆಯನ್ನು ಕಳೆದುಕೊಳ್ಳದೆ ಉಪ್ಪಿನ ಪ್ರಮಾಣವನ್ನು ಕಡಿಮೆ ಮಾಡುವ ಒಂದು ವಿಧಾನವೆಂದರೆ, ಗಿಡಮೂಲಿಕೆಗಳನ್ನು ಮತ್ತು ಮಸಾಲೆ ಪದಾರ್ಥಗಳನ್ನು ಕೌಶಲ್ಯವಾಗಿ ಬಳಸುವುದು. ಇವು ಆಹಾರಕ್ಕೆ ತೀವ್ರತೆ ಮತ್ತು	[300, 803, 550, 871]
salt-spoons-image	[300, 395, 814, 707]
header-city: ರಾಯಚೂರು	[74, 83, 128, 98]
phone-in-bed-image	[665, 1008, 950, 1208]
masthead-small: ಸಂಜೆ ವಾಣಿ	[580, 84, 703, 119]
article4-para: ಈ ರೀತಿಯ ಸ್ನಾಯು ನೋವಿಗೆ ಹಲವು ಕಾರಣಗಳಿರುತ್ತವೆ. ಅವುಗಳಲ್ಲಿ ಒಂದು ಪ್ರಮುಖ ಕಾರಣವೆಂದರೆ ಒಂದೇ ಜಾಗದಲ್ಲಿ ಗಂಟೆಗಟ್ಟಲೆ ಕುಳಿತು ಕೆಲಸ ಮಾಡುವುದು. ಈ ರೀತಿ ಕುಳಿತುಕೊಳ್ಳುವ ಭಂಗಿ ಸರಿಯಾಗಿ ಇಲ್ಲದಿರುವುದು ಸ್ನಾಯು ನೋವಿಗೆ ಕಾರಣವಾಗುತ್ತದೆ. ಲ್ಯಾಪ್‌ಟಾಪ್ ಅಥವಾ ಫೋನ್‌ಗಳಲ್ಲಿ ಕೆಲಸ ಮಾಡುವಾಗ ನಿರಂತರವಾಗಿ ಕುತ್ತಿಗೆ ಬಾಗಿರುವುದು ಬೆನ್ನಿನ ಮೇಲೆ ಒತ್ತಡ ಬೀಳುತ್ತದೆ. ಇದು ಸಹ ನೋವಿಗೆ ಕಾರಣವಾಗುತ್ತದೆ. ಜೊತೆಗೆ ವಿಟಮಿನ್‌ಗಳು ಡಿ ಮತ್ತು ಕ್ಯಾಲ್ಸಿಯಂ ಸಮಸ್ಯೆಗಳು ಮಾತ್ರವಲ್ಲದೆ ಸಹ, ಈ ನೋವು ಕಡಿಮೆಯಾಗದೇ ಉಳಿಯುತ್ತದೆ.	[988, 1515, 1333, 1635]
article2-para: ಸಾಮಾನ್ಯವಾಗಿ ಗಂಟಲು ನೋವನ್ನು ತಡೆಗಟ್ಟಲು ಕೆಲವು ಸರಳ ಕ್ರಮಗಳನ್ನು ಪಾಲಿಸುವುದು ಒಳ್ಳೆಯದು. ಮೊದಲು, ನಿಮ್ಮ ಕೈಗಳನ್ನು ಸ್ವಚ್ಛವಾಗಿಟ್ಟುಕೊಳ್ಳಿ ಮತ್ತು ಕೊಳಕು, ಧೂಳು ಮತ್ತು ಹೊಗೆಯಿಂದ ದೂರವಿರಿ. ತುಂಬಾ ತಣ್ಣನೆಯ ಅಥವಾ ತುಂಬಾ ಬಿಸಿಯಾದ ಆಹಾರ ಮತ್ತು ಪಾನೀಯಗಳನ್ನು ಸೇವಿಸುವುದನ್ನು ತಪ್ಪಿಸಿ. ಜೊತೆಗೆ ತುಂಬಾ ಜೋರಾಗಿ ಮಾತನಾಡುವುದರಿಂದ ಅಥವಾ ಕೂಗುವುದನ್ನು ಕಡಿಮೆ ಮಾಡಿ. ಸಾಕಷ್ಟು ಪ್ರಮಾಣದಲ್ಲಿ ನೀರು ಕುಡಿಯಿರಿ. ಪ್ರತಿನಿತ್ಯ ಹಣ್ಣು, ತರಕಾರಿ ಮತ್ತು ಪ್ರೋಟೀನ್‌ಗಳನ್ನು ಒಳಗೊಂಡಿರುವ ಸಮತೋಲಿತ ಆಹಾರ ಸೇವನೆ ಮಾಡಿ. ನಿಮಗೆ ಅಲರ್ಜಿ ಅಥವಾ ಉಸಿರಾಟ ಸಂಬಂಧಿ ಸಮಸ್ಯೆಗಳಿದ್ದಲ್ಲಿ ಈ ಸರಳ ಅಭ್ಯಾಸಗಳನ್ನು ಅಳವಡಿಸಿಕೊಳ್ಳುವ ಮೂಲಕ, ಗಂಟಲು ನೋವು ಮತ್ತು ಸೋಂಕುಗಳ ಅಪಾಯವನ್ನು ಗಮನಾರ್ಹವಾಗಿ ಕಡಿಮೆ ಮಾಡಬಹುದು. ಜೊತೆಗೆ ಆರೋಗ್ಯವನ್ನು ಕಾಪಾಡಿಕೊಳ್ಳಬಹುದು.	[42, 1450, 382, 1623]
column-divider	[972, 940, 974, 2155]
article1-para: ಸಮೃದ್ಧ ಪಾಕವಿಧಾನದ ಸಂಪ್ರದಾಯಗಳು ಮತ್ತು ಅಡುಗೆ ಮಾಡುವ ತಂತ್ರಗಳಿಂದ ಸೋಡಿಯಂ ಪ್ರಮಾಣವು ಕಡಿಮೆಯಿರುವ, ಆದರೆ ಅದ್ಭುತ ರುಚಿಯನ್ನು ನೀಡಬಲ್ಲ ಆಹಾರ ತಯಾರಿಸಲು ಸಾಧ್ಯವಾಗುತ್ತದೆ.	[300, 713, 550, 781]
article1-col3	[562, 712, 814, 927]
article1-subhead-herbs: ▶ ಗಿಡಮೂಲಿಕೆಗಳು ಮತ್ತು ಮಸಾಲೆಗಳ ಸಾಮರ್ಥ್ಯ	[300, 784, 510, 800]
subhead-text: ಸ್ನಾಯು ನೋವನ್ನು ತಡೆಗಟ್ಟುವ ಸಲಹೆಗಳು:	[1002, 1872, 1182, 1888]
list-item: • 7 ರಿಂದ 8 ಗಂಟೆ ಸರಿಯಾಗಿ ನಿದ್ರೆ ಮಾಡಿ.	[988, 1960, 1333, 1977]
subhead-text: ಒಂದು ಪರ್ಯಾಯವಾಗಿ ಪೊಟ್ಯಾಸಿಯಂ ಕ್ಲೋರೈಡ್	[840, 450, 1047, 466]
header-date-line: ಸೋಮವಾರ ೦೯ ಫೆಬ್ರುವರಿ 2026	[74, 99, 240, 115]
